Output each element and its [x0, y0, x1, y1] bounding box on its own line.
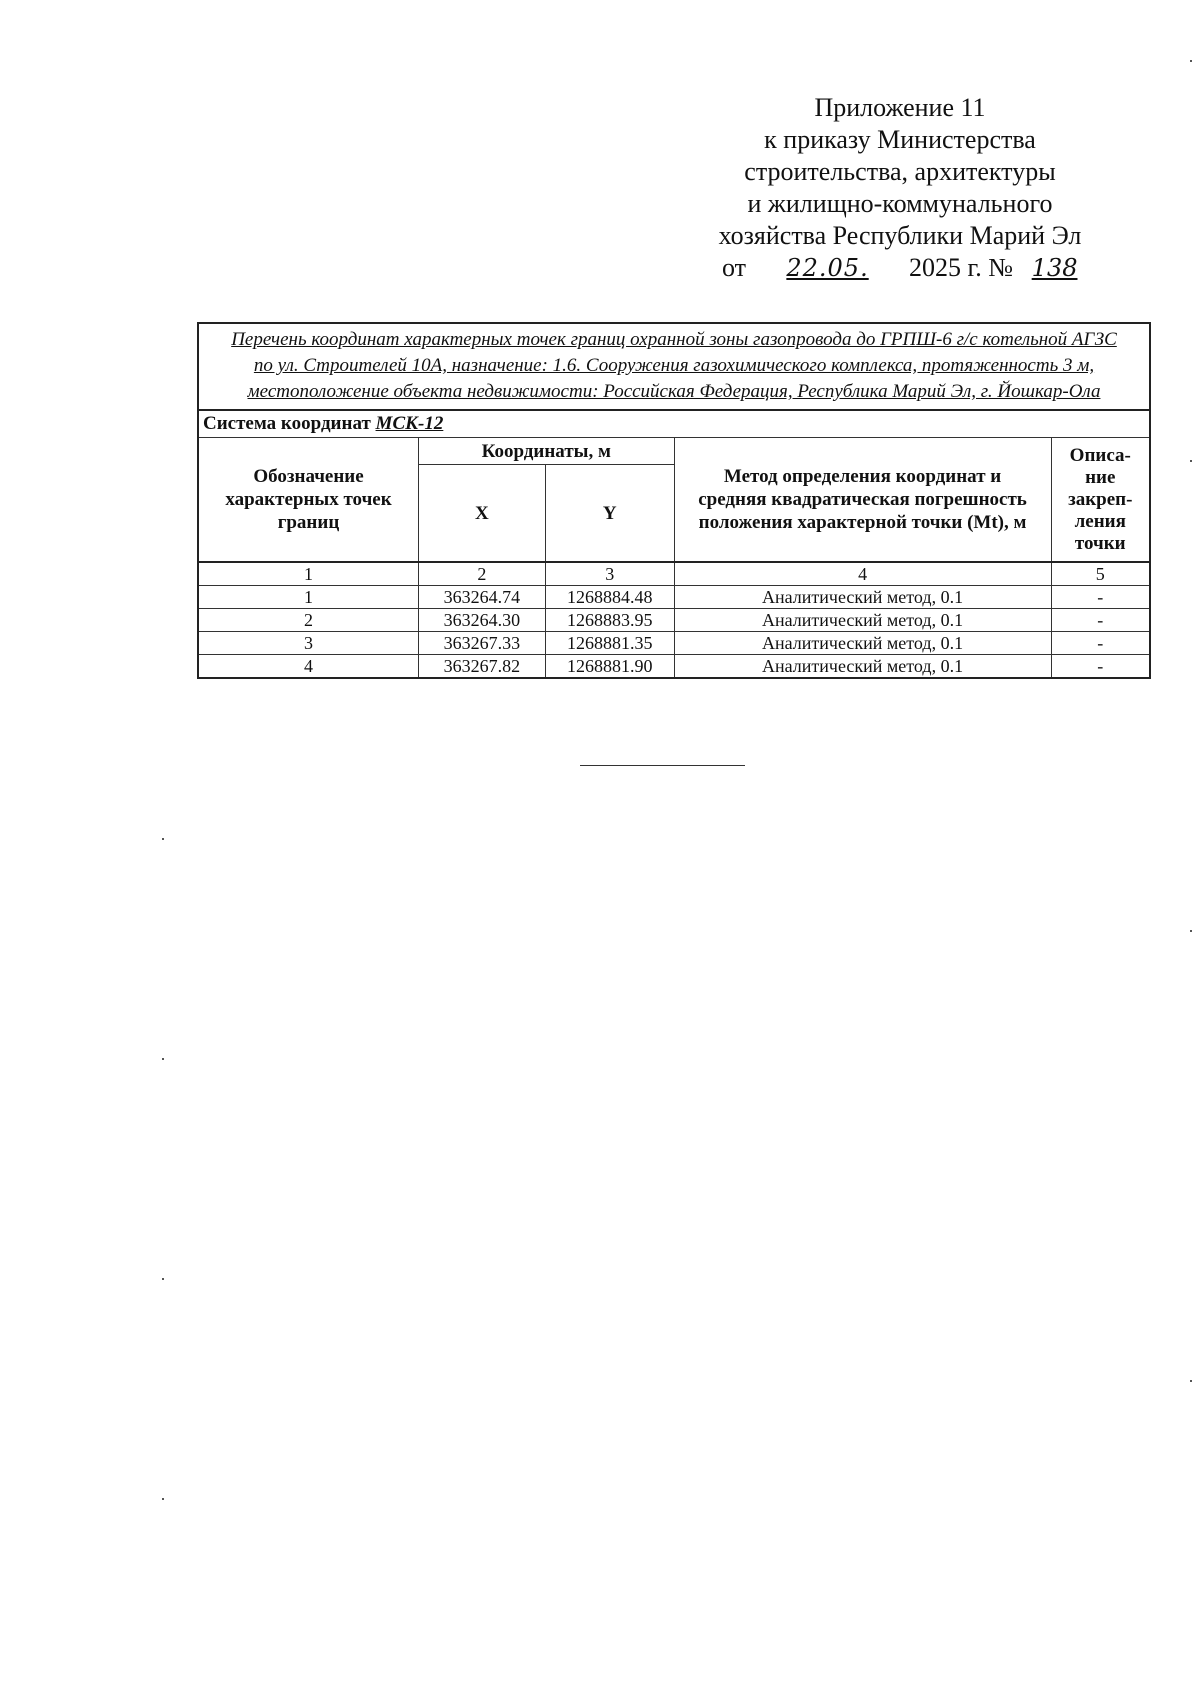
- column-number: 5: [1051, 562, 1150, 586]
- cell-description: -: [1051, 586, 1150, 609]
- coordinate-system-name: МСК-12: [375, 413, 444, 434]
- cell-point: 4: [198, 655, 419, 679]
- cell-x: 363264.30: [419, 609, 546, 632]
- scan-dot: [162, 1498, 164, 1500]
- cell-description: -: [1051, 655, 1150, 679]
- cell-method: Аналитический метод, 0.1: [674, 586, 1051, 609]
- cell-x: 363264.74: [419, 586, 546, 609]
- scan-dot: [162, 1278, 164, 1280]
- cell-point: 1: [198, 586, 419, 609]
- coordinate-system-label: Система координат: [203, 413, 371, 434]
- column-number: 3: [545, 562, 674, 586]
- appendix-ministry-line-1: строительства, архитектуры: [744, 157, 1056, 186]
- scan-dot: [1190, 60, 1192, 62]
- cell-description: -: [1051, 609, 1150, 632]
- table-row: [198, 609, 1150, 632]
- appendix-ministry-line-2: и жилищно-коммунального: [747, 189, 1053, 218]
- coordinate-system-row: [198, 410, 1150, 438]
- table-title: Перечень координат характерных точек границ охранной зоны газопровода до ГРПШ-6 г/с котельной АГЗС по ул. Строителей 10А, назначение: 1.6. Сооружения газохимического комплекса, протяженность 3 м, местоположение объекта недвижимости: Российская Федерация, Республика Марий Эл, г. Йошкар-Ола: [198, 323, 1150, 410]
- cell-description: -: [1051, 632, 1150, 655]
- header-y: Y: [545, 465, 674, 563]
- cell-method: Аналитический метод, 0.1: [674, 609, 1051, 632]
- table-row: [198, 586, 1150, 609]
- table-row: [198, 632, 1150, 655]
- handwritten-date: 22.05.: [786, 254, 869, 282]
- appendix-date-line: [660, 252, 1140, 284]
- cell-point: 3: [198, 632, 419, 655]
- cell-y: 1268881.90: [545, 655, 674, 679]
- header-points: Обозначение характерных точек границ: [198, 438, 419, 563]
- cell-x: 363267.82: [419, 655, 546, 679]
- date-prefix: от: [722, 253, 747, 282]
- scan-dot: [1190, 460, 1192, 462]
- year-number-label: 2025 г. №: [909, 253, 1014, 282]
- scan-dot: [1190, 1380, 1192, 1382]
- scan-dot: [162, 838, 164, 840]
- appendix-header: [660, 92, 1140, 284]
- header-coordinates: Координаты, м: [419, 438, 675, 465]
- end-separator-line: [580, 765, 745, 766]
- cell-y: 1268881.35: [545, 632, 674, 655]
- column-number: 2: [419, 562, 546, 586]
- appendix-order-line: к приказу Министерства: [764, 125, 1036, 154]
- header-description: Описа-ние закреп-ления точки: [1051, 438, 1150, 563]
- appendix-title: Приложение 11: [814, 93, 986, 122]
- cell-method: Аналитический метод, 0.1: [674, 655, 1051, 679]
- cell-y: 1268884.48: [545, 586, 674, 609]
- cell-x: 363267.33: [419, 632, 546, 655]
- handwritten-order-number: 138: [1031, 254, 1078, 282]
- cell-method: Аналитический метод, 0.1: [674, 632, 1051, 655]
- scan-dot: [162, 1058, 164, 1060]
- header-method: Метод определения координат и средняя квадратическая погрешность положения характерной точки (Mt), м: [674, 438, 1051, 563]
- table-row: [198, 655, 1150, 679]
- column-number: 4: [674, 562, 1051, 586]
- header-x: X: [419, 465, 546, 563]
- appendix-ministry-line-3: хозяйства Республики Марий Эл: [718, 221, 1082, 250]
- column-number-row: [198, 562, 1150, 586]
- cell-y: 1268883.95: [545, 609, 674, 632]
- cell-point: 2: [198, 609, 419, 632]
- scan-dot: [1190, 930, 1192, 932]
- column-number: 1: [198, 562, 419, 586]
- coordinates-table: [197, 322, 1151, 679]
